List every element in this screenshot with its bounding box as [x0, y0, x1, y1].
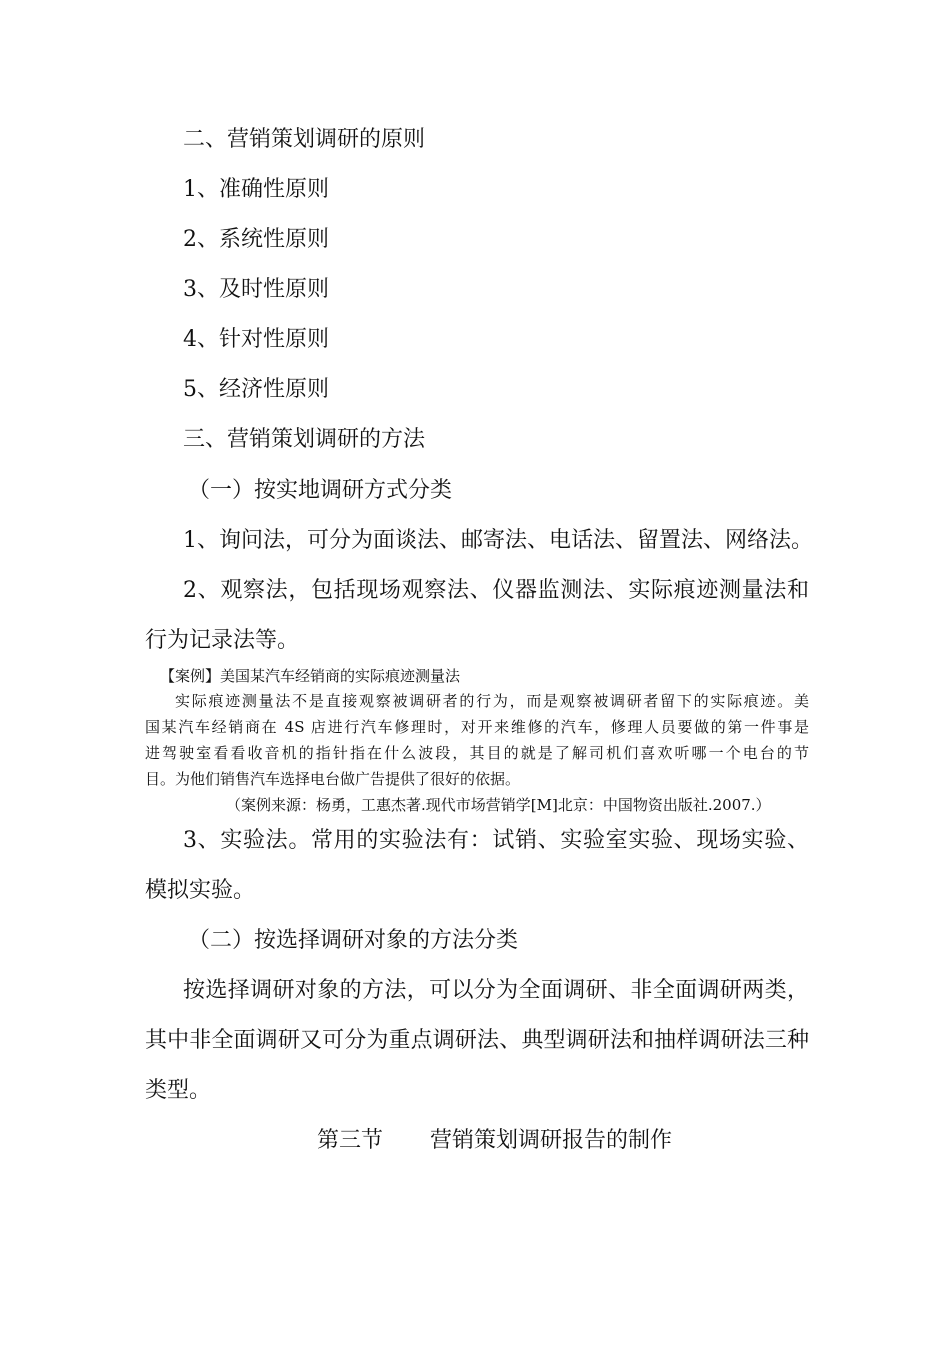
case-title: 【案例】美国某汽车经销商的实际痕迹测量法: [160, 667, 461, 685]
subsection-heading-selection: （二）按选择调研对象的方法分类: [188, 928, 519, 953]
selection-para-line1: 按选择调研对象的方法，可以分为全面调研、非全面调研两类，: [183, 978, 809, 1003]
case-source: （案例来源：杨勇，工惠杰著.现代市场营销学[M]北京：中国物资出版社.2007.）: [226, 796, 771, 814]
principle-item-5: 5、经济性原则: [183, 377, 329, 402]
chapter-section-label: 第三节: [317, 1128, 384, 1153]
selection-para-line3: 类型。: [145, 1078, 212, 1103]
principle-item-4: 4、针对性原则: [183, 327, 329, 352]
method-item-2-line1: 2、观察法，包括现场观察法、仪器监测法、实际痕迹测量法和: [183, 578, 809, 603]
method-item-3-line1: 3、实验法。常用的实验法有：试销、实验室实验、现场实验、: [183, 828, 809, 853]
chapter-section-title: 营销策划调研报告的制作: [430, 1128, 673, 1153]
section-heading-principles: 二、营销策划调研的原则: [183, 127, 426, 152]
case-line-1: 实际痕迹测量法不是直接观察被调研者的行为，而是观察被调研者留下的实际痕迹。美: [175, 692, 809, 710]
principle-item-1: 1、准确性原则: [183, 177, 329, 202]
case-line-3: 进驾驶室看看收音机的指针指在什么波段，其目的就是了解司机们喜欢听哪一个电台的节: [145, 744, 809, 762]
section-heading-methods: 三、营销策划调研的方法: [183, 427, 426, 452]
method-item-3-line2: 模拟实验。: [145, 878, 256, 903]
method-item-1: 1、询问法，可分为面谈法、邮寄法、电话法、留置法、网络法。: [183, 528, 813, 553]
principle-item-3: 3、及时性原则: [183, 277, 329, 302]
principle-item-2: 2、系统性原则: [183, 227, 329, 252]
selection-para-line2: 其中非全面调研又可分为重点调研法、典型调研法和抽样调研法三种: [145, 1028, 809, 1053]
method-item-2-line2: 行为记录法等。: [145, 628, 300, 653]
case-line-2: 国某汽车经销商在 4S 店进行汽车修理时，对开来维修的汽车，修理人员要做的第一件事是: [145, 718, 809, 736]
subsection-heading-field: （一）按实地调研方式分类: [188, 478, 453, 503]
case-line-4: 目。为他们销售汽车选择电台做广告提供了很好的依据。: [145, 770, 521, 788]
